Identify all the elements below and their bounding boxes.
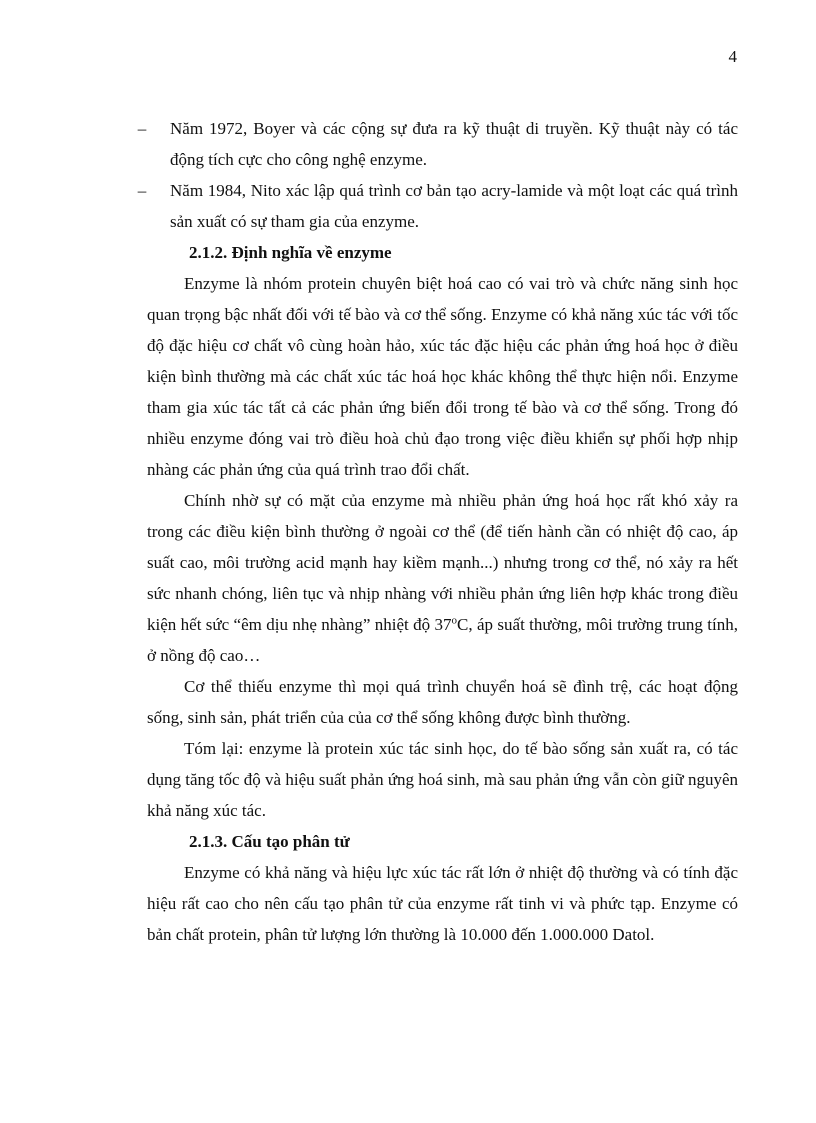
paragraph: Cơ thể thiếu enzyme thì mọi quá trình chuyển hoá sẽ đình trệ, các hoạt động sống, sinh sản, phát triển của của cơ thể sống không được bình thường. — [147, 677, 738, 727]
bullet-text: Năm 1972, Boyer và các cộng sự đưa ra kỹ thuật di truyền. Kỹ thuật này có tác động tích cực cho công nghệ enzyme. — [170, 119, 738, 169]
bullet-dash: – — [137, 181, 147, 200]
paragraph — [147, 485, 738, 671]
paragraph: Enzyme là nhóm protein chuyên biệt hoá cao có vai trò và chức năng sinh học quan trọng bậc nhất đối với tế bào và cơ thể sống. Enzyme có khả năng xúc tác với tốc độ đặc hiệu cơ chất vô cùng hoàn hảo, xúc tác đặc hiệu các phản ứng hoá học ở điều kiện bình thường mà các chất xúc tác hoá học khác không thể thực hiện nổi. Enzyme tham gia xúc tác tất cả các phản ứng biến đổi trong tế bào và cơ thể sống. Trong đó nhiều enzyme đóng vai trò điều hoà chủ đạo trong việc điều khiển sự phối hợp nhịp nhàng các phản ứng của quá trình trao đổi chất. — [147, 274, 738, 479]
bullet-text: Năm 1984, Nito xác lập quá trình cơ bản tạo acry-lamide và một loạt các quá trình sản xuất có sự tham gia của enzyme. — [170, 181, 738, 231]
section-heading-structure: 2.1.3. Cấu tạo phân tử — [189, 832, 350, 851]
page-body — [137, 113, 738, 950]
bullet-dash: – — [137, 119, 147, 138]
page-number: 4 — [728, 47, 737, 66]
paragraph-text: Chính nhờ sự có mặt của enzyme mà nhiều phản ứng hoá học rất khó xảy ra trong các điều kiện bình thường ở ngoài cơ thể (để tiến hành cần có nhiệt độ cao, áp suất cao, môi trường acid mạnh hay kiềm mạnh...) nhưng trong cơ thể, nó xảy ra hết sức nhanh chóng, liên tục và nhịp nhàng với nhiều phản ứng liên hợp khác trong điều kiện hết sức “êm dịu nhẹ nhàng” nhiệt độ 37 — [147, 491, 738, 634]
paragraph: Tóm lại: enzyme là protein xúc tác sinh học, do tế bào sống sản xuất ra, có tác dụng tăng tốc độ và hiệu suất phản ứng hoá sinh, mà sau phản ứng vẫn còn giữ nguyên khả năng xúc tác. — [147, 739, 738, 820]
degree-superscript: o — [451, 614, 458, 627]
section-heading-definition: 2.1.2. Định nghĩa về enzyme — [189, 243, 392, 262]
paragraph-text: C, áp suất thường, môi trường trung tính, ở nồng độ cao… — [147, 615, 738, 665]
bullet-item — [137, 113, 738, 175]
bullet-item — [137, 175, 738, 237]
paragraph: Enzyme có khả năng và hiệu lực xúc tác rất lớn ở nhiệt độ thường và có tính đặc hiệu rất cao cho nên cấu tạo phân tử của enzyme rất tinh vi và phức tạp. Enzyme có bản chất protein, phân tử lượng lớn thường là 10.000 đến 1.000.000 Datol. — [147, 863, 738, 944]
